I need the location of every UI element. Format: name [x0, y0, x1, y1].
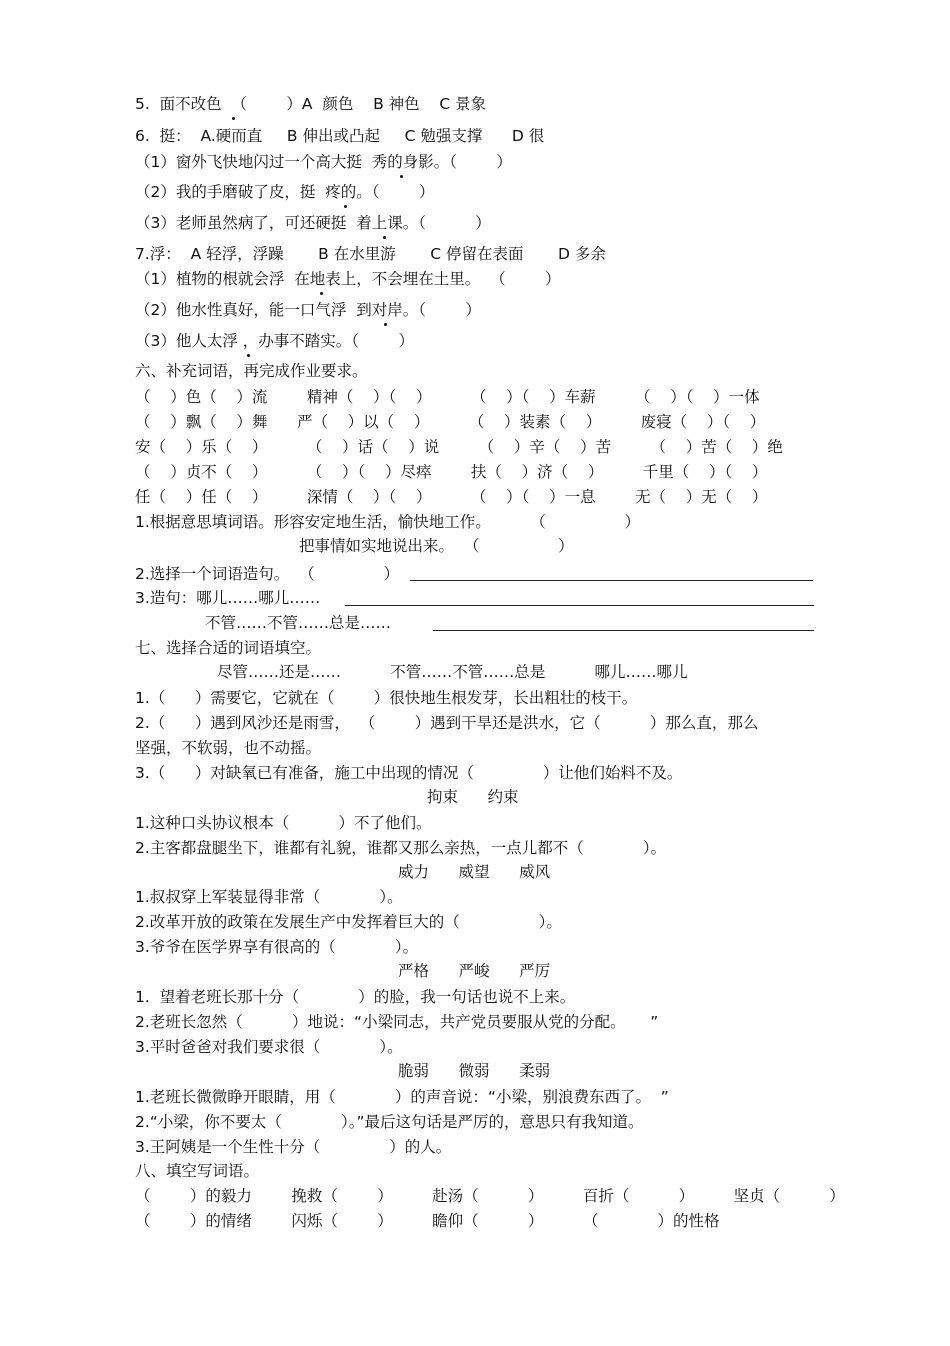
s7-g3-item-1: 1.叔叔穿上军装显得非常（ ）。 — [135, 888, 403, 906]
answer-line-buguan — [433, 630, 814, 631]
s7-g2-item-1: 1.这种口头协议根本（ ）不了他们。 — [135, 814, 432, 832]
s7-g4-item-1: 1. 望着老班长那十分（ ）的脸，我一句话也说不上来。 — [135, 988, 576, 1006]
q6-item-2: （2）我的手磨破了皮，挺 疼的。（ ） — [135, 183, 435, 201]
s7-options-2: 拘束 约束 — [427, 788, 519, 806]
q7-item-2: （2）他水性真好，能一口气浮 到对岸。（ ） — [135, 301, 481, 319]
s7-g1-item-3: 3.（ ）对缺氧已有准备，施工中出现的情况（ ）让他们始料不及。 — [135, 764, 683, 782]
idiom-row-1: （ ）色（ ）流 精神（ ）（ ） （ ）（ ）车薪 （ ）（ ）一体 — [135, 388, 760, 406]
s7-g5-item-2: 2.“小梁，你不要太（ ）。”最后这句话是严厉的，意思只有我知道。 — [135, 1113, 644, 1131]
s7-g1-item-2b: 坚强，不软弱，也不动摇。 — [135, 739, 322, 757]
s7-g4-item-3: 3.平时爸爸对我们要求很（ ）。 — [135, 1038, 403, 1056]
emphasis-dot — [247, 354, 250, 357]
section-7-heading: 七、选择合适的词语填空。 — [135, 639, 322, 657]
s6-task-1b: 把事情如实地说出来。 （ ） — [299, 537, 574, 555]
emphasis-dot — [384, 323, 387, 326]
idiom-row-5: 任（ ）任（ ） 深情（ ）（ ） （ ）（ ）一息 无（ ）无（ ） — [135, 488, 768, 506]
q6-item-3: （3）老师虽然病了，可还硬挺 着上课。（ ） — [135, 214, 491, 232]
s7-g3-item-3: 3.爷爷在医学界享有很高的（ ）。 — [135, 938, 419, 956]
s7-g5-item-1: 1.老班长微微睁开眼睛，用（ ）的声音说：“小梁，别浪费东西了。 ” — [135, 1088, 669, 1106]
section-8-heading: 八、填空写词语。 — [135, 1162, 260, 1180]
s7-g4-item-2: 2.老班长忽然（ ）地说：“小梁同志，共产党员要服从党的分配。 ” — [135, 1013, 659, 1031]
idiom-row-4: （ ）贞不（ ） （ ）（ ）尽瘁 扶（ ）济（ ） 千里（ ）（ ） — [135, 463, 768, 481]
s6-task-1: 1.根据意思填词语。形容安定地生活，愉快地工作。 （ ） — [135, 513, 641, 531]
q7-item-1: （1）植物的根就会浮 在地表上，不会埋在土里。 （ ） — [135, 270, 561, 288]
idiom-row-3: 安（ ）乐（ ） （ ）话（ ）说 （ ）辛（ ）苦 （ ）苦（ ）绝 — [135, 438, 783, 456]
answer-line-nar — [345, 605, 814, 606]
s7-g1-item-2: 2.（ ）遇到风沙还是雨雪， （ ）遇到干旱还是洪水，它（ ）那么直，那么 — [135, 714, 759, 732]
section-6-heading: 六、补充词语，再完成作业要求。 — [135, 362, 368, 380]
s6-task-3b: 不管……不管……总是…… — [205, 614, 392, 632]
s7-g5-item-3: 3.王阿姨是一个生性十分（ ）的人。 — [135, 1138, 452, 1156]
s7-options-4: 严格 严峻 严厉 — [398, 962, 551, 980]
s7-g3-item-2: 2.改革开放的政策在发展生产中发挥着巨大的（ ）。 — [135, 913, 562, 931]
s6-task-2: 2.选择一个词语造句。 （ ） — [135, 565, 400, 583]
emphasis-dot — [232, 117, 235, 120]
s8-row-2: （ ）的情绪 闪烁（ ） 瞻仰（ ） （ ）的性格 — [135, 1212, 720, 1230]
s8-row-1: （ ）的毅力 挽救（ ） 赴汤（ ） 百折（ ） 坚贞（ ） — [135, 1187, 845, 1205]
s7-options-1: 尽管……还是…… 不管……不管……总是 哪儿……哪儿 — [217, 663, 688, 681]
emphasis-dot — [344, 205, 347, 208]
s7-options-5: 脆弱 微弱 柔弱 — [398, 1062, 551, 1080]
q6-heading: 6. 挺： A.硬而直 B 伸出或凸起 C 勉强支撑 D 很 — [135, 127, 545, 145]
q5-line: 5. 面不改色 （ ）A 颜色 B 神色 C 景象 — [135, 95, 487, 113]
q7-item-3: （3）他人太浮 ，办事不踏实。（ ） — [135, 332, 414, 350]
s7-options-3: 威力 威望 威风 — [398, 863, 551, 881]
q6-item-1: （1）窗外飞快地闪过一个高大挺 秀的身影。（ ） — [135, 153, 512, 171]
s7-g1-item-1: 1.（ ）需要它，它就在（ ）很快地生根发芽，长出粗壮的枝干。 — [135, 689, 638, 707]
q7-heading: 7.浮： A 轻浮，浮躁 B 在水里游 C 停留在表面 D 多余 — [135, 245, 606, 263]
emphasis-dot — [320, 292, 323, 295]
idiom-row-2: （ ）飘（ ）舞 严（ ）以（ ） （ ）装素（ ） 废寝（ ）（ ） — [135, 413, 766, 431]
emphasis-dot — [383, 236, 386, 239]
emphasis-dot — [400, 175, 403, 178]
s7-g2-item-2: 2.主客都盘腿坐下，谁都有礼貌，谁都又那么亲热，一点儿都不（ ）。 — [135, 839, 667, 857]
answer-line-sentence — [410, 580, 813, 581]
s6-task-3: 3.造句：哪儿……哪儿…… — [135, 589, 321, 607]
